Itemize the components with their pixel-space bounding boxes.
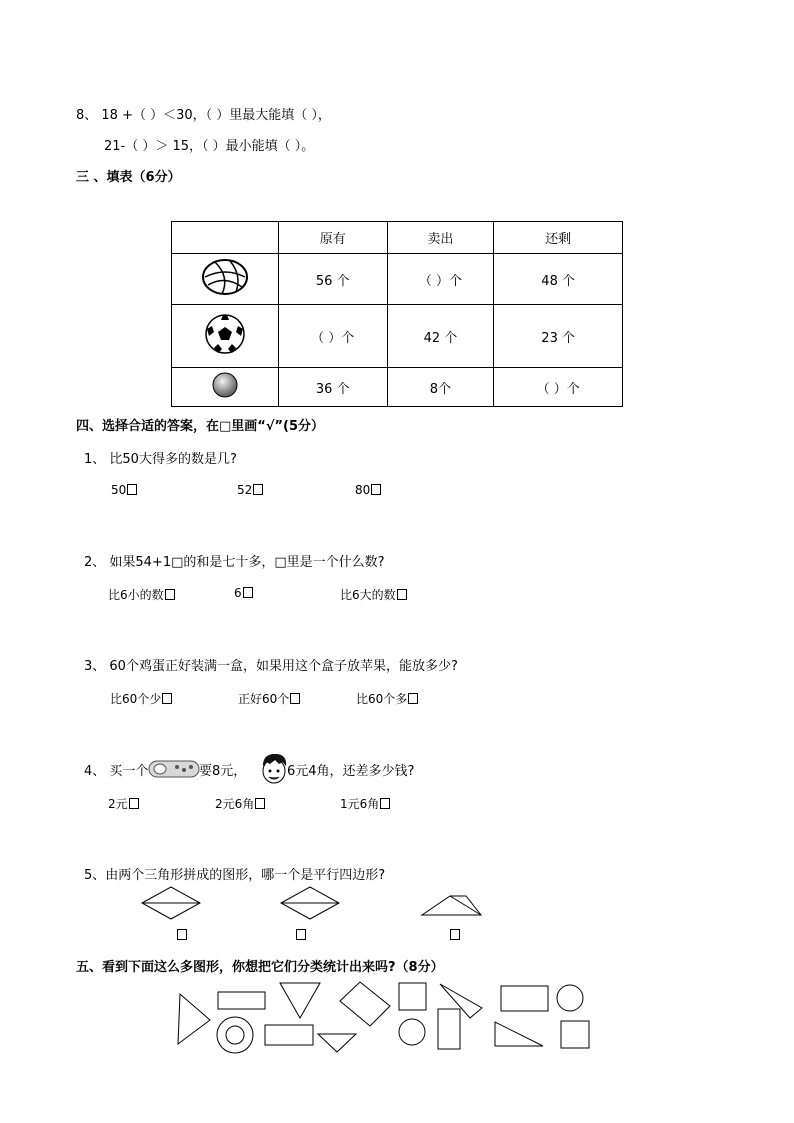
q4-text-part1: 4、 买一个 [84, 764, 149, 779]
table-header-cell: 卖出 [387, 222, 494, 254]
table-icon-cell [172, 305, 279, 368]
option-label: 6 [234, 586, 242, 600]
section4-title: 四、选择合适的答案，在□里画“√”(5分） [76, 419, 325, 434]
table-cell: 8个 [387, 368, 494, 407]
q2-text: 2、 如果54+1□的和是七十多，□里是一个什么数? [84, 555, 385, 570]
rectangle-shape [438, 1009, 460, 1049]
table-header-cell [172, 222, 279, 254]
table-cell: （ ）个 [387, 254, 494, 305]
checkbox[interactable] [129, 798, 139, 809]
option-label: 52 [237, 483, 253, 497]
q2-option-c[interactable] [340, 586, 407, 603]
triangle-shape [178, 994, 210, 1044]
q3-option-b[interactable] [238, 690, 300, 707]
circle-shape [399, 1019, 425, 1045]
boy-face-icon [259, 752, 289, 786]
q8-line2: 21-（ ）＞ 15，（ ）最小能填（ ）。 [104, 139, 315, 154]
ring-outer-shape [217, 1017, 253, 1053]
table-cell: （ ）个 [494, 368, 623, 407]
option-label: 比60个多 [356, 692, 408, 706]
circle-shape [557, 985, 583, 1011]
q5-text: 5、由两个三角形拼成的图形，哪一个是平行四边形? [84, 868, 386, 883]
q3-option-c[interactable] [356, 690, 418, 707]
table-cell: 48 个 [494, 254, 623, 305]
shape-option-c [420, 892, 484, 918]
table-icon-cell [172, 254, 279, 305]
table-header-row [172, 222, 623, 254]
q1-option-a[interactable] [111, 483, 137, 497]
table-cell: 36 个 [278, 368, 387, 407]
checkbox[interactable] [253, 484, 263, 495]
q4-option-b[interactable] [215, 795, 265, 812]
square-shape [561, 1021, 589, 1048]
rectangle-shape [501, 986, 548, 1011]
q3-option-a[interactable] [110, 690, 172, 707]
q5-checkbox-b[interactable] [296, 929, 306, 940]
option-label: 正好60个 [238, 692, 290, 706]
checkbox[interactable] [127, 484, 137, 495]
option-label: 2元6角 [215, 797, 255, 811]
q1-option-b[interactable] [237, 483, 263, 497]
q5-checkbox-a[interactable] [177, 929, 187, 940]
toy-car-icon [147, 758, 201, 780]
q3-text: 3、 60个鸡蛋正好装满一盒，如果用这个盒子放苹果，能放多少? [84, 659, 458, 674]
table-cell: （ ）个 [278, 305, 387, 368]
q8-line1: 8、 18 +（ ）＜30，（ ）里最大能填（ ）， [76, 108, 331, 123]
option-label: 50 [111, 483, 127, 497]
triangle-shape [440, 984, 482, 1018]
checkbox[interactable] [371, 484, 381, 495]
option-label: 2元 [108, 797, 128, 811]
option-label: 比60个少 [110, 692, 162, 706]
gray-ball-icon [210, 370, 240, 400]
table-cell: 23 个 [494, 305, 623, 368]
q4-text-part2: 要8元， [199, 764, 247, 779]
q4-option-c[interactable] [340, 795, 390, 812]
checkbox[interactable] [397, 589, 407, 600]
option-label: 比6小的数 [108, 588, 164, 602]
shape-option-a [140, 885, 202, 921]
q4-option-a[interactable] [108, 795, 139, 812]
checkbox[interactable] [243, 587, 253, 598]
rectangle-shape [218, 992, 265, 1009]
q1-option-c[interactable] [355, 483, 381, 497]
table-icon-cell [172, 368, 279, 407]
checkbox[interactable] [290, 693, 300, 704]
triangle-shape [318, 1034, 356, 1052]
q1-text: 1、 比50大得多的数是几? [84, 452, 237, 467]
q2-option-b[interactable] [234, 586, 253, 600]
checkbox[interactable] [380, 798, 390, 809]
q5-checkbox-c[interactable] [450, 929, 460, 940]
soccer-ball-icon [203, 312, 247, 356]
option-label: 1元6角 [340, 797, 380, 811]
shape-option-b [279, 885, 341, 921]
square-shape [399, 983, 426, 1010]
table-header-cell: 还剩 [494, 222, 623, 254]
ring-inner-shape [226, 1026, 244, 1044]
checkbox[interactable] [162, 693, 172, 704]
checkbox[interactable] [255, 798, 265, 809]
q2-option-a[interactable] [108, 586, 175, 603]
table-cell: 42 个 [387, 305, 494, 368]
fill-table [171, 221, 623, 407]
rotated-rectangle-shape [340, 982, 390, 1026]
basketball-icon [200, 257, 250, 297]
checkbox[interactable] [165, 589, 175, 600]
table-header-cell: 原有 [278, 222, 387, 254]
table-row [172, 254, 623, 305]
checkbox[interactable] [408, 693, 418, 704]
table-cell: 56 个 [278, 254, 387, 305]
section3-title: 三 、填表（6分） [76, 170, 181, 185]
shapes-collection [170, 978, 600, 1058]
option-label: 80 [355, 483, 371, 497]
section5-title: 五、看到下面这么多图形，你想把它们分类统计出来吗?（8分） [76, 960, 444, 975]
table-row [172, 305, 623, 368]
rectangle-shape [265, 1025, 313, 1045]
option-label: 比6大的数 [340, 588, 396, 602]
triangle-shape [495, 1022, 543, 1046]
q4-text-part3: 6元4角，还差多少钱? [287, 764, 415, 779]
table-row [172, 368, 623, 407]
triangle-shape [280, 983, 320, 1018]
